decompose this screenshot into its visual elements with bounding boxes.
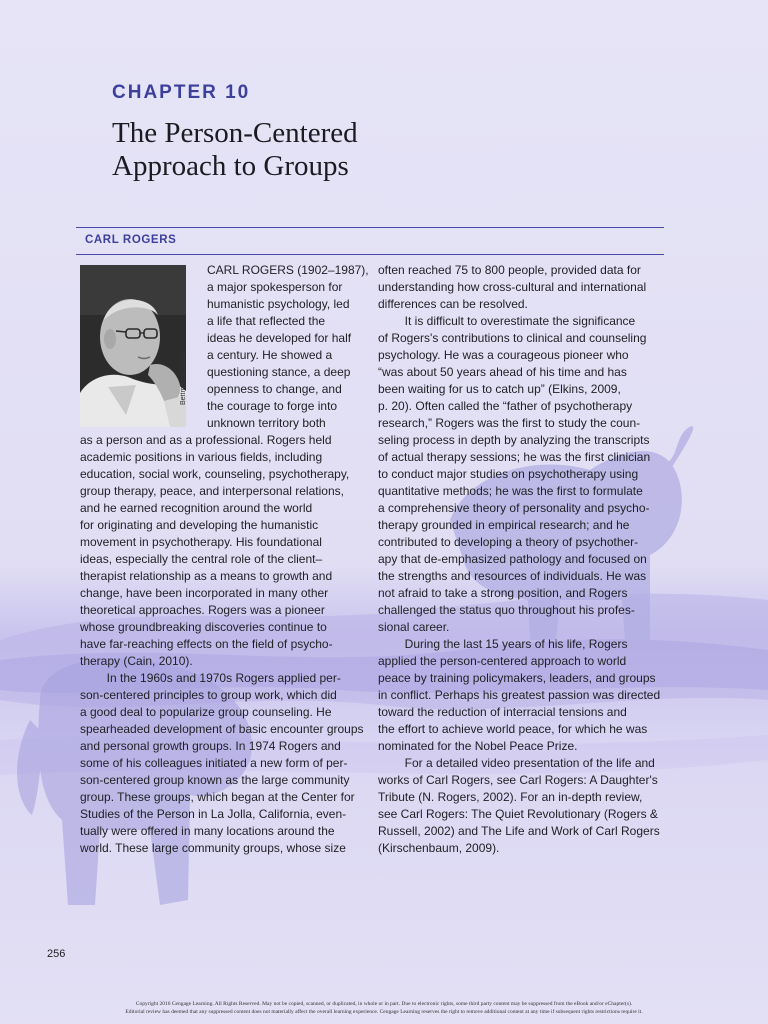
text-line: openness to change, and bbox=[207, 382, 342, 396]
section-rule-top bbox=[76, 227, 664, 228]
text-line: “was about 50 years ahead of his time and has bbox=[378, 365, 627, 379]
text-line: son-centered principles to group work, which did bbox=[80, 688, 337, 702]
text-line: challenged the status quo throughout his profes- bbox=[378, 603, 635, 617]
text-line: theoretical approaches. Rogers was a pioneer bbox=[80, 603, 325, 617]
text-line: the courage to forge into bbox=[207, 399, 338, 413]
text-line: tually were offered in many locations around the bbox=[80, 824, 335, 838]
text-line: the strengths and resources of individuals. He was bbox=[378, 569, 647, 583]
text-line: a comprehensive theory of personality and psycho- bbox=[378, 501, 650, 515]
text-line: therapy grounded in empirical research; and he bbox=[378, 518, 630, 532]
text-line: seling process in depth by analyzing the transcripts bbox=[378, 433, 650, 447]
chapter-title bbox=[112, 117, 358, 183]
text-line: group. These groups, which began at the Center for bbox=[80, 790, 355, 804]
text-line: of Rogers's contributions to clinical and counseling bbox=[378, 331, 647, 345]
text-line: been waiting for us to catch up” (Elkins, 2009, bbox=[378, 382, 621, 396]
text-line: spearheaded development of basic encounter groups bbox=[80, 722, 364, 736]
text-line: differences can be resolved. bbox=[378, 297, 528, 311]
text-line: therapy (Cain, 2010). bbox=[80, 654, 193, 668]
left-column-text bbox=[80, 432, 364, 857]
text-line: world. These large community groups, whose size bbox=[80, 841, 346, 855]
text-line: apy that de-emphasized pathology and focused on bbox=[378, 552, 647, 566]
photo-credit: Bettmann/Corbis bbox=[180, 352, 187, 405]
chapter-title-line: Approach to Groups bbox=[112, 150, 349, 182]
text-line: Studies of the Person in La Jolla, California, even- bbox=[80, 807, 347, 821]
text-line: group therapy, peace, and interpersonal relations, bbox=[80, 484, 344, 498]
text-line: education, social work, counseling, psychotherapy, bbox=[80, 467, 350, 481]
text-line: therapist relationship as a means to growth and bbox=[80, 569, 333, 583]
text-line: During the last 15 years of his life, Rogers bbox=[378, 637, 628, 651]
section-heading: CARL ROGERS bbox=[85, 234, 177, 246]
copyright-line: Editorial review has deemed that any suppressed content does not materially affect the overall learning experience. Cengage Learning reserves the right to remove additional content at any time if subsequent rights restrictions require it. bbox=[125, 1008, 643, 1015]
text-line: ideas, especially the central role of the client– bbox=[80, 552, 323, 566]
text-line: as a person and as a professional. Rogers held bbox=[80, 433, 332, 447]
copyright-notice bbox=[0, 1001, 768, 1016]
text-line: to conduct major studies on psychotherapy using bbox=[378, 467, 639, 481]
text-line: research,” Rogers was the first to study the coun- bbox=[378, 416, 641, 430]
text-line: peace by training policymakers, leaders, and groups bbox=[378, 671, 656, 685]
text-line: a life that reflected the bbox=[207, 314, 326, 328]
text-line: movement in psychotherapy. His foundational bbox=[80, 535, 322, 549]
text-line: psychology. He was a courageous pioneer who bbox=[378, 348, 629, 362]
text-line: see Carl Rogers: The Quiet Revolutionary (Rogers & bbox=[378, 807, 658, 821]
text-line: CARL ROGERS (1902–1987), bbox=[207, 263, 369, 277]
chapter-title-line: The Person-Centered bbox=[112, 117, 358, 149]
page-number: 256 bbox=[47, 948, 66, 960]
text-line: some of his colleagues initiated a new form of per- bbox=[80, 756, 348, 770]
text-line: of actual therapy sessions; he was the first clinician bbox=[378, 450, 651, 464]
text-line: in conflict. Perhaps his greatest passion was directed bbox=[378, 688, 661, 702]
text-line: nominated for the Nobel Peace Prize. bbox=[378, 739, 578, 753]
text-line: (Kirschenbaum, 2009). bbox=[378, 841, 500, 855]
text-line: quantitative methods; he was the first to formulate bbox=[378, 484, 643, 498]
text-line: and he earned recognition around the world bbox=[80, 501, 313, 515]
text-line: toward the reduction of interracial tensions and bbox=[378, 705, 627, 719]
text-line: unknown territory both bbox=[207, 416, 326, 430]
intro-text-beside-photo bbox=[207, 262, 369, 432]
text-line: works of Carl Rogers, see Carl Rogers: A Daughter's bbox=[378, 773, 658, 787]
text-line: questioning stance, a deep bbox=[207, 365, 351, 379]
section-rule-bottom bbox=[76, 254, 664, 255]
text-line: whose groundbreaking discoveries continue to bbox=[80, 620, 327, 634]
text-line: a good deal to popularize group counseling. He bbox=[80, 705, 332, 719]
text-line: In the 1960s and 1970s Rogers applied per- bbox=[80, 671, 341, 685]
text-line: For a detailed video presentation of the life and bbox=[378, 756, 655, 770]
text-line: understanding how cross-cultural and international bbox=[378, 280, 647, 294]
text-line: a major spokesperson for bbox=[207, 280, 343, 294]
chapter-label: CHAPTER 10 bbox=[112, 82, 251, 103]
right-column-text bbox=[378, 262, 660, 857]
text-line: son-centered group known as the large community bbox=[80, 773, 350, 787]
text-line: sional career. bbox=[378, 620, 450, 634]
text-line: change, have been incorporated in many other bbox=[80, 586, 329, 600]
text-line: a century. He showed a bbox=[207, 348, 333, 362]
text-line: p. 20). Often called the “father of psychotherapy bbox=[378, 399, 633, 413]
portrait-photo bbox=[80, 265, 186, 427]
text-line: not afraid to take a strong position, and Rogers bbox=[378, 586, 628, 600]
text-line: humanistic psychology, led bbox=[207, 297, 350, 311]
text-line: the effort to achieve world peace, for which he was bbox=[378, 722, 648, 736]
copyright-line: Copyright 2016 Cengage Learning. All Rights Reserved. May not be copied, scanned, or duplicated, in whole or in part. Due to electronic rights, some third party content may be suppressed from the eBook and/or eChapter(s). bbox=[135, 1001, 633, 1007]
text-line: for originating and developing the humanistic bbox=[80, 518, 319, 532]
text-line: ideas he developed for half bbox=[207, 331, 352, 345]
text-line: academic positions in various fields, including bbox=[80, 450, 323, 464]
text-line: contributed to developing a theory of psychother- bbox=[378, 535, 639, 549]
text-line: It is difficult to overestimate the significance bbox=[378, 314, 636, 328]
text-line: often reached 75 to 800 people, provided data for bbox=[378, 263, 641, 277]
text-line: have far-reaching effects on the field of psycho- bbox=[80, 637, 333, 651]
text-line: and personal growth groups. In 1974 Rogers and bbox=[80, 739, 341, 753]
text-line: Russell, 2002) and The Life and Work of Carl Rogers bbox=[378, 824, 660, 838]
text-line: applied the person-centered approach to world bbox=[378, 654, 627, 668]
text-line: Tribute (N. Rogers, 2002). For an in-depth review, bbox=[378, 790, 643, 804]
